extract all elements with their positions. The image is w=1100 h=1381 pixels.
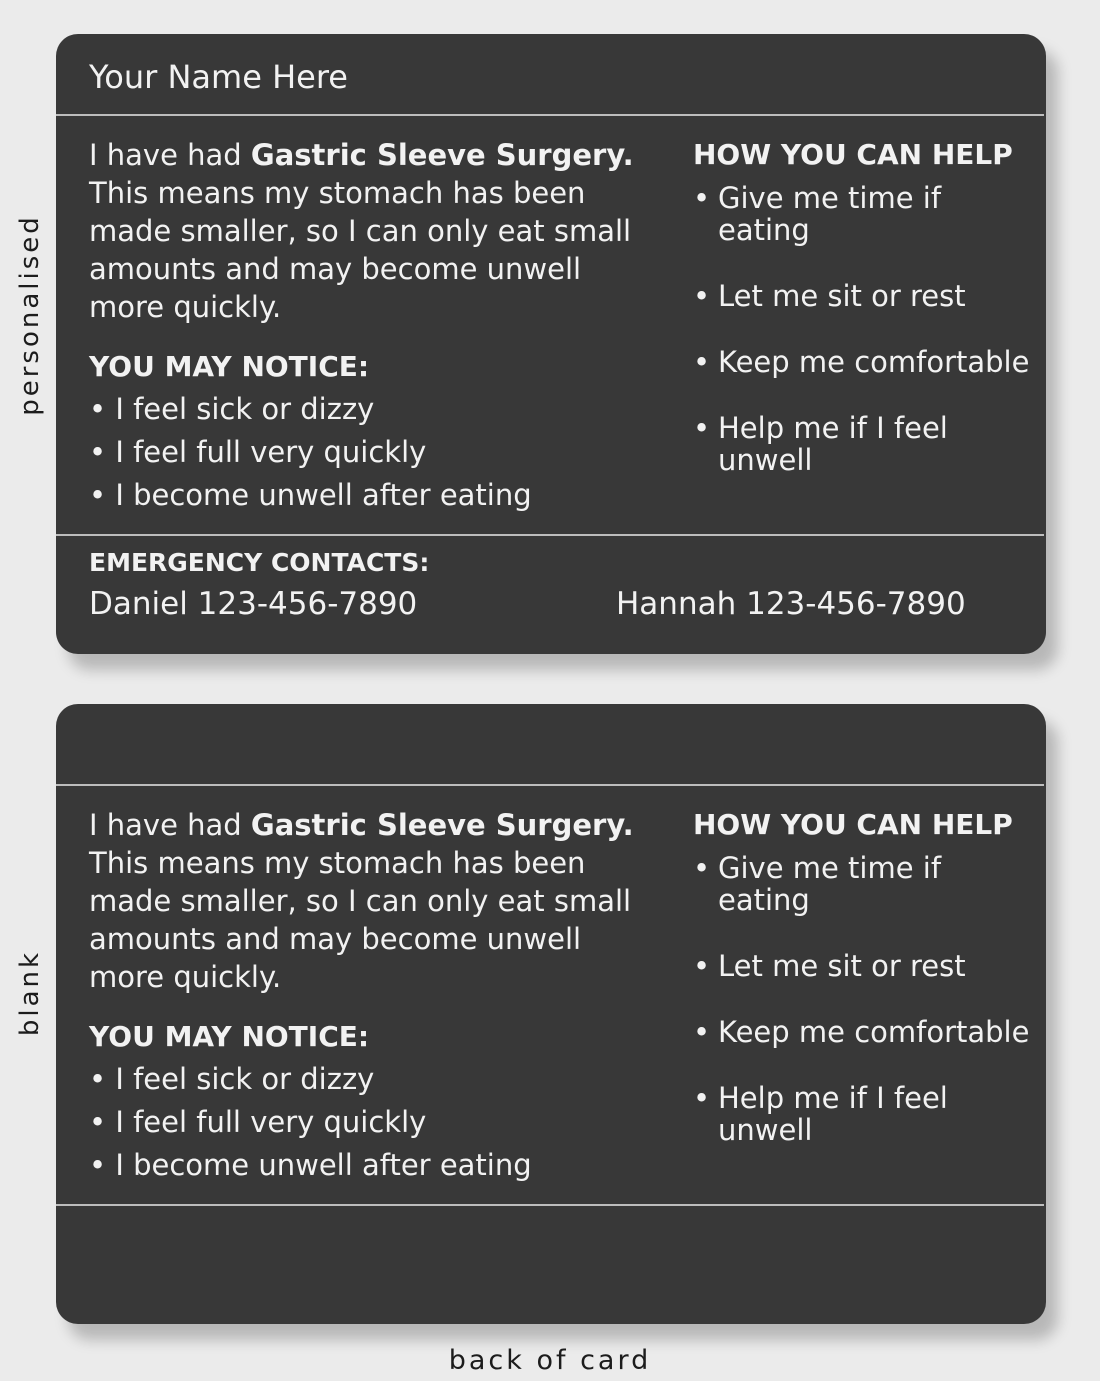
help-item: • Keep me comfortable bbox=[693, 1016, 1033, 1048]
notice-item: • I feel sick or dizzy bbox=[89, 1058, 649, 1101]
notice-item: • I feel full very quickly bbox=[89, 1101, 649, 1144]
intro-rest: This means my stomach has been made smaller, so I can only eat small amounts and may become unwell more quickly. bbox=[89, 846, 632, 994]
notice-heading: YOU MAY NOTICE: bbox=[89, 350, 370, 383]
intro-text bbox=[89, 806, 649, 996]
intro-prefix: I have had bbox=[89, 138, 251, 172]
help-heading: HOW YOU CAN HELP bbox=[693, 808, 1013, 841]
card-body bbox=[56, 786, 1046, 1204]
help-item: • Keep me comfortable bbox=[693, 346, 1033, 378]
info-column bbox=[89, 806, 649, 1187]
intro-prefix: I have had bbox=[89, 808, 251, 842]
blank-label: blank bbox=[15, 949, 45, 1037]
personalised-card bbox=[56, 34, 1046, 654]
help-item: • Let me sit or rest bbox=[693, 280, 1033, 312]
intro-rest: This means my stomach has been made smaller, so I can only eat small amounts and may become unwell more quickly. bbox=[89, 176, 632, 324]
personalised-label: personalised bbox=[15, 214, 45, 416]
help-column bbox=[693, 806, 1033, 1180]
info-column bbox=[89, 136, 649, 517]
card-holder-name: Your Name Here bbox=[89, 58, 348, 96]
help-list bbox=[693, 852, 1033, 1146]
surgery-name: Gastric Sleeve Surgery. bbox=[250, 808, 634, 842]
surgery-name: Gastric Sleeve Surgery. bbox=[250, 138, 634, 172]
help-list bbox=[693, 182, 1033, 476]
intro-text bbox=[89, 136, 649, 326]
help-item: • Give me time if eating bbox=[693, 182, 1033, 246]
notice-heading: YOU MAY NOTICE: bbox=[89, 1020, 370, 1053]
blank-card bbox=[56, 704, 1046, 1324]
card-header bbox=[56, 34, 1046, 114]
blank-footer bbox=[56, 1206, 1046, 1324]
notice-item: • I become unwell after eating bbox=[89, 1144, 649, 1187]
help-item: • Let me sit or rest bbox=[693, 950, 1033, 982]
notice-item: • I become unwell after eating bbox=[89, 474, 649, 517]
caption: back of card bbox=[448, 1345, 652, 1376]
help-item: • Help me if I feel unwell bbox=[693, 412, 1033, 476]
notice-list bbox=[89, 388, 649, 517]
help-heading: HOW YOU CAN HELP bbox=[693, 138, 1013, 171]
help-item: • Help me if I feel unwell bbox=[693, 1082, 1033, 1146]
emergency-contact: Hannah 123-456-7890 bbox=[616, 586, 966, 622]
emergency-heading: EMERGENCY CONTACTS: bbox=[89, 548, 430, 577]
help-item: • Give me time if eating bbox=[693, 852, 1033, 916]
emergency-contact: Daniel 123-456-7890 bbox=[89, 586, 418, 622]
card-header bbox=[56, 704, 1046, 784]
emergency-section bbox=[56, 536, 1046, 654]
card-body bbox=[56, 116, 1046, 534]
notice-item: • I feel sick or dizzy bbox=[89, 388, 649, 431]
help-column bbox=[693, 136, 1033, 510]
notice-list bbox=[89, 1058, 649, 1187]
notice-item: • I feel full very quickly bbox=[89, 431, 649, 474]
